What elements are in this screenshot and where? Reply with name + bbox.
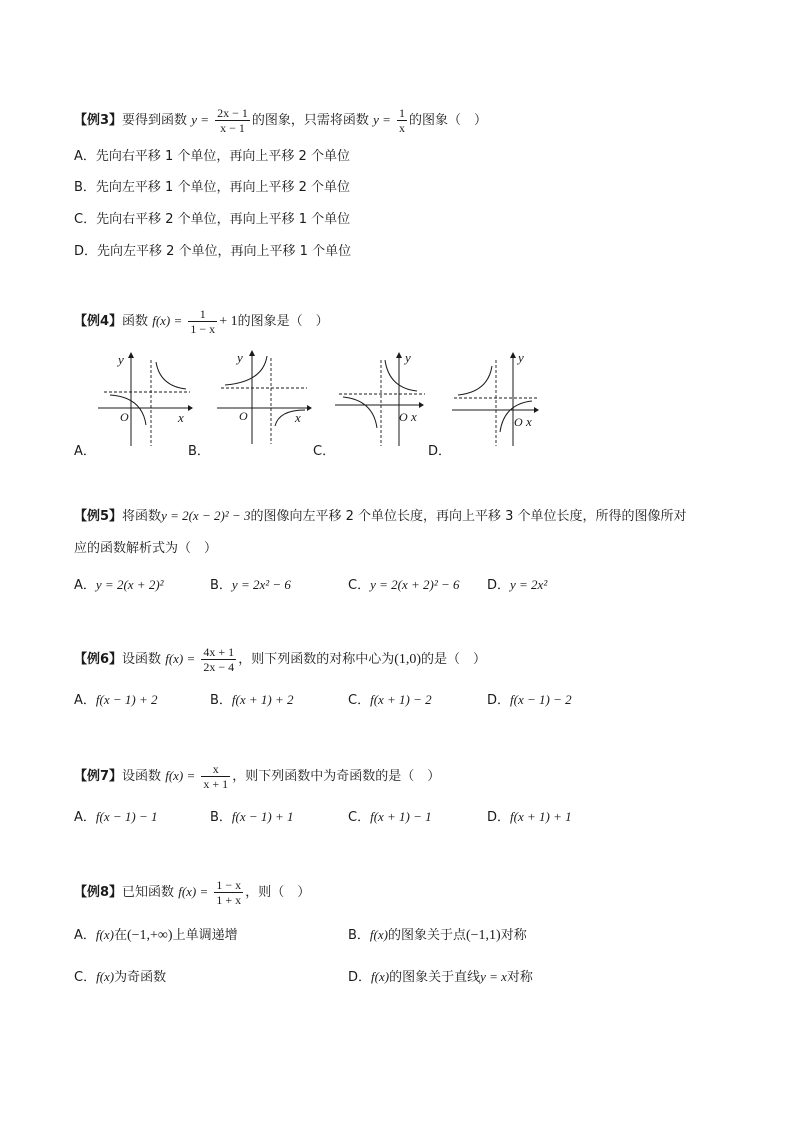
ex4-graph-d-origin: O [514, 415, 523, 429]
ex5-stem-line2: 应的函数解析式为（ ） [74, 541, 218, 556]
ex3-func1-den: x − 1 [220, 121, 245, 135]
ex6-stem-c: 的是（ ） [421, 652, 487, 667]
ex8-option-a-interval: (−1,+∞) [126, 928, 173, 943]
ex5-option-c-letter: C． [348, 578, 371, 593]
ex5-stem [74, 505, 687, 524]
ex6-option-b[interactable] [210, 689, 294, 708]
ex4-graph-d-y-label: y [518, 350, 524, 365]
ex7-frac-den: x + 1 [203, 777, 229, 791]
ex4-stem-b: 的图象是（ ） [237, 314, 329, 329]
ex5-option-d-expr: y = 2x² [510, 577, 548, 592]
ex4-stem [74, 307, 329, 336]
ex8-option-b-t1: 的图象关于点 [387, 928, 466, 943]
ex6-frac [201, 645, 236, 674]
ex4-graph-b-x-label: x [295, 410, 301, 425]
ex8-option-d-f: f(x) [371, 969, 390, 984]
ex7-option-c-letter: C． [348, 810, 371, 825]
ex3-func2-frac [397, 106, 407, 135]
ex8-option-b[interactable] [348, 924, 527, 944]
ex5-option-b-letter: B． [210, 578, 232, 593]
ex6-stem-a: 设函数 [122, 652, 162, 667]
ex3-func1-num: 2x − 1 [217, 106, 248, 120]
ex8-option-c-t1: 为奇函数 [114, 970, 167, 985]
ex7-option-b-expr: f(x − 1) + 1 [231, 809, 294, 824]
ex6-option-b-letter: B． [210, 693, 232, 708]
ex5-option-a[interactable] [74, 574, 164, 593]
ex7-option-c[interactable] [348, 806, 432, 825]
ex4-graph-b[interactable] [215, 348, 315, 448]
ex8-frac-den: 1 + x [216, 893, 242, 907]
ex5-option-d[interactable] [487, 574, 547, 593]
ex5-option-a-expr: y = 2(x + 2)² [95, 577, 164, 592]
ex4-graph-c[interactable] [333, 350, 433, 450]
ex8-func-lhs: f(x) = [178, 884, 209, 899]
ex6-frac-num: 4x + 1 [203, 645, 235, 659]
ex8-option-d[interactable] [348, 966, 533, 985]
ex4-graph-c-x-label: x [411, 409, 417, 424]
ex6-option-a-expr: f(x − 1) + 2 [95, 692, 158, 707]
ex4-graph-b-origin: O [239, 409, 248, 423]
ex8-stem-a: 已知函数 [122, 885, 175, 900]
ex4-frac-den: 1 − x [190, 322, 216, 336]
ex5-stem-a: 将函数 [122, 509, 162, 524]
ex5-tag: 【例5】 [74, 509, 123, 524]
ex8-option-b-point: (−1,1) [465, 928, 501, 943]
ex7-option-b[interactable] [210, 806, 294, 825]
ex4-graph-d[interactable] [450, 350, 550, 450]
ex6-option-d-letter: D． [487, 693, 511, 708]
ex6-option-a[interactable] [74, 689, 158, 708]
ex8-option-a-f: f(x) [95, 927, 114, 942]
ex7-func-lhs: f(x) = [165, 768, 196, 783]
ex6-option-d-expr: f(x − 1) − 2 [510, 692, 572, 707]
ex8-option-d-t1: 的图象关于直线 [389, 970, 481, 985]
ex8-option-c-letter: C． [74, 970, 97, 985]
ex6-option-c[interactable] [348, 689, 432, 708]
ex4-graph-a[interactable] [96, 350, 196, 450]
ex3-option-c[interactable]: C．先向右平移 2 个单位，再向上平移 1 个单位 [74, 212, 351, 227]
ex6-option-a-letter: A． [74, 693, 96, 708]
ex8-option-c-f: f(x) [96, 969, 115, 984]
ex4-graph-a-x-label: x [178, 410, 184, 425]
ex7-option-d[interactable] [487, 806, 572, 825]
ex6-func-lhs: f(x) = [165, 651, 196, 666]
ex7-option-b-letter: B． [210, 810, 232, 825]
ex6-point: (1,0) [394, 652, 422, 667]
ex4-frac [188, 307, 217, 336]
ex5-option-b-expr: y = 2x² − 6 [231, 577, 291, 592]
ex8-option-a[interactable] [74, 924, 238, 944]
ex7-stem-b: ，则下列函数中为奇函数的是（ ） [232, 769, 441, 784]
ex6-stem-b: ，则下列函数的对称中心为 [238, 652, 395, 667]
ex4-func-tail: + 1 [219, 314, 238, 329]
ex5-func: y = 2(x − 2)² − 3 [161, 508, 251, 523]
ex8-option-a-letter: A． [74, 928, 96, 943]
ex7-stem [74, 762, 440, 791]
ex4-graph-b-y-label: y [237, 350, 243, 365]
ex4-graph-a-origin: O [120, 410, 129, 424]
ex8-option-a-t1: 在 [113, 928, 127, 943]
ex5-stem-b: 的图像向左平移 2 个单位长度，再向上平移 3 个单位长度，所得的图像所对 [250, 509, 687, 524]
ex7-tag: 【例7】 [74, 769, 123, 784]
ex7-stem-a: 设函数 [122, 769, 162, 784]
ex6-option-b-expr: f(x + 1) + 2 [231, 692, 294, 707]
ex8-option-b-letter: B． [348, 928, 370, 943]
ex4-frac-num: 1 [188, 307, 217, 322]
ex8-option-d-letter: D． [348, 970, 372, 985]
ex5-option-c[interactable] [348, 574, 460, 593]
ex3-func2-lhs: y = [373, 112, 391, 127]
ex3-func2-num: 1 [399, 106, 406, 120]
ex5-option-c-expr: y = 2(x + 2)² − 6 [370, 577, 460, 592]
ex8-frac-num: 1 − x [216, 878, 242, 892]
ex4-option-d[interactable]: D． [428, 444, 452, 459]
ex8-option-b-f: f(x) [369, 927, 388, 942]
ex3-func2-den: x [399, 121, 406, 135]
ex8-stem-b: ，则（ ） [245, 885, 311, 900]
ex8-frac [214, 878, 243, 907]
ex6-frac-den: 2x − 4 [203, 660, 235, 674]
ex7-option-a-letter: A． [74, 810, 96, 825]
ex8-option-d-line: y = x [480, 969, 507, 984]
ex3-stem [74, 106, 487, 135]
ex8-option-b-t2: 对称 [500, 928, 527, 943]
ex3-func1-lhs: y = [191, 112, 209, 127]
ex8-option-a-t2: 上单调递增 [172, 928, 238, 943]
ex4-option-a[interactable]: A． [74, 444, 96, 459]
ex4-tag: 【例4】 [74, 314, 123, 329]
ex6-option-d[interactable] [487, 689, 572, 708]
ex5-option-a-letter: A． [74, 578, 96, 593]
ex3-stem-a: 要得到函数 [122, 113, 188, 128]
ex7-frac-num: x [201, 762, 230, 777]
ex4-graph-d-x-label: x [526, 414, 532, 429]
ex4-func-lhs: f(x) = [152, 313, 183, 328]
ex7-option-d-expr: f(x + 1) + 1 [510, 809, 572, 824]
ex4-graph-c-y-label: y [405, 350, 411, 365]
ex5-option-d-letter: D． [487, 578, 511, 593]
ex7-option-a[interactable] [74, 806, 158, 825]
ex7-option-c-expr: f(x + 1) − 1 [370, 809, 432, 824]
ex6-stem [74, 645, 486, 674]
ex3-func1-frac [215, 106, 250, 135]
ex4-option-c[interactable]: C． [313, 444, 336, 459]
ex4-option-b[interactable]: B． [188, 444, 210, 459]
ex8-tag: 【例8】 [74, 885, 123, 900]
ex4-graph-a-y-label: y [118, 352, 124, 367]
ex5-option-b[interactable] [210, 574, 291, 593]
ex3-option-d[interactable]: D．先向左平移 2 个单位，再向上平移 1 个单位 [74, 244, 352, 259]
ex6-tag: 【例6】 [74, 652, 123, 667]
ex3-stem-b: 的图象，只需将函数 [251, 113, 369, 128]
ex7-option-d-letter: D． [487, 810, 511, 825]
ex7-frac [201, 762, 230, 791]
ex4-stem-a: 函数 [122, 314, 149, 329]
ex7-option-a-expr: f(x − 1) − 1 [95, 809, 158, 824]
ex8-option-d-t2: 对称 [506, 970, 533, 985]
ex3-option-b[interactable]: B．先向左平移 1 个单位，再向上平移 2 个单位 [74, 180, 350, 195]
ex6-option-c-letter: C． [348, 693, 371, 708]
ex6-option-c-expr: f(x + 1) − 2 [370, 692, 432, 707]
ex8-option-c[interactable] [74, 966, 166, 985]
ex8-stem [74, 878, 310, 907]
ex3-option-a[interactable]: A．先向右平移 1 个单位，再向上平移 2 个单位 [74, 149, 350, 164]
ex3-tag: 【例3】 [74, 113, 123, 128]
ex4-graph-c-origin: O [399, 410, 408, 424]
ex3-stem-c: 的图象（ ） [409, 113, 488, 128]
